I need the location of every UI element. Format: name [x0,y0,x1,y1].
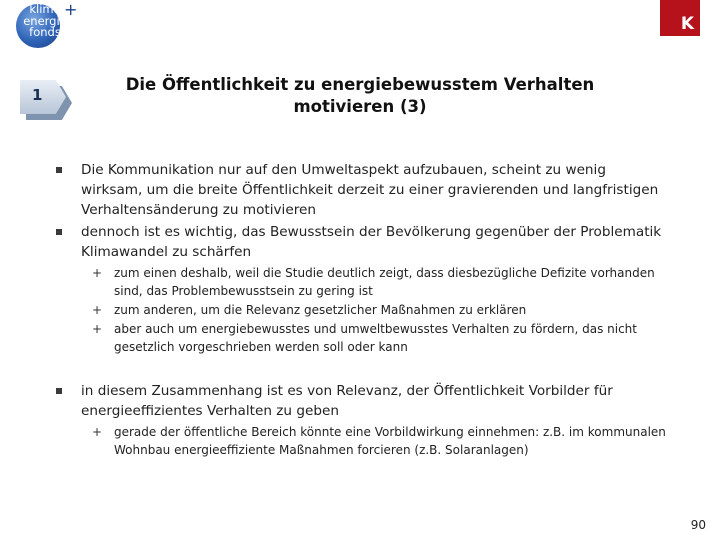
sub-bullet-text: aber auch um energiebewusstes und umweltbewusstes Verhalten zu fördern, das nicht gesetzlich vorgeschrieben werden soll oder kann [114,322,637,354]
plus-bullet-icon: + [92,425,103,439]
logo-line-2: energie [23,13,67,28]
square-bullet-icon [56,388,62,394]
square-bullet-icon [56,229,62,235]
plus-bullet-icon: + [92,266,103,280]
corner-brand-mark [660,0,700,36]
square-bullet-icon [56,167,62,173]
section-indicator [20,80,66,120]
sub-bullet-text: gerade der öffentliche Bereich könnte eine Vorbildwirkung einnehmen: z.B. im kommunalen Wohnbau energieeffiziente Maßnahmen forcieren (z.B. Solaranlagen) [114,425,666,457]
corner-brand-letter: K [680,14,694,34]
logo-line-1: klima [29,2,61,16]
sub-bullet-text: zum anderen, um die Relevanz gesetzlicher Maßnahmen zu erklären [114,303,527,317]
slide-title: Die Öffentlichkeit zu energiebewusstem Verhalten motivieren (3) [125,75,595,116]
logo-plus: + [64,0,78,19]
sub-bullet-text: zum einen deshalb, weil die Studie deutlich zeigt, dass diesbezügliche Defizite vorhanden sind, das Problembewusstsein zu gering ist [114,266,655,298]
bullet-text: in diesem Zusammenhang ist es von Relevanz, der Öffentlichkeit Vorbilder für energieeffizientes Verhalten zu geben [81,383,613,419]
logo-line-3: fonds [29,25,61,39]
plus-bullet-icon: + [92,303,103,317]
section-number: 1 [32,86,43,104]
bullet-text: dennoch ist es wichtig, das Bewusstsein der Bevölkerung gegenüber der Problematik Klimawandel zu schärfen [81,224,662,260]
plus-bullet-icon: + [92,322,103,336]
klima-energie-fonds-logo [14,0,78,50]
page-number: 90 [690,518,706,532]
bullet-text: Die Kommunikation nur auf den Umweltaspekt aufzubauen, scheint zu wenig wirksam, um die breite Öffentlichkeit derzeit zu einer gravierenden und langfristigen Verhaltensänderung zu motivieren [81,162,659,218]
